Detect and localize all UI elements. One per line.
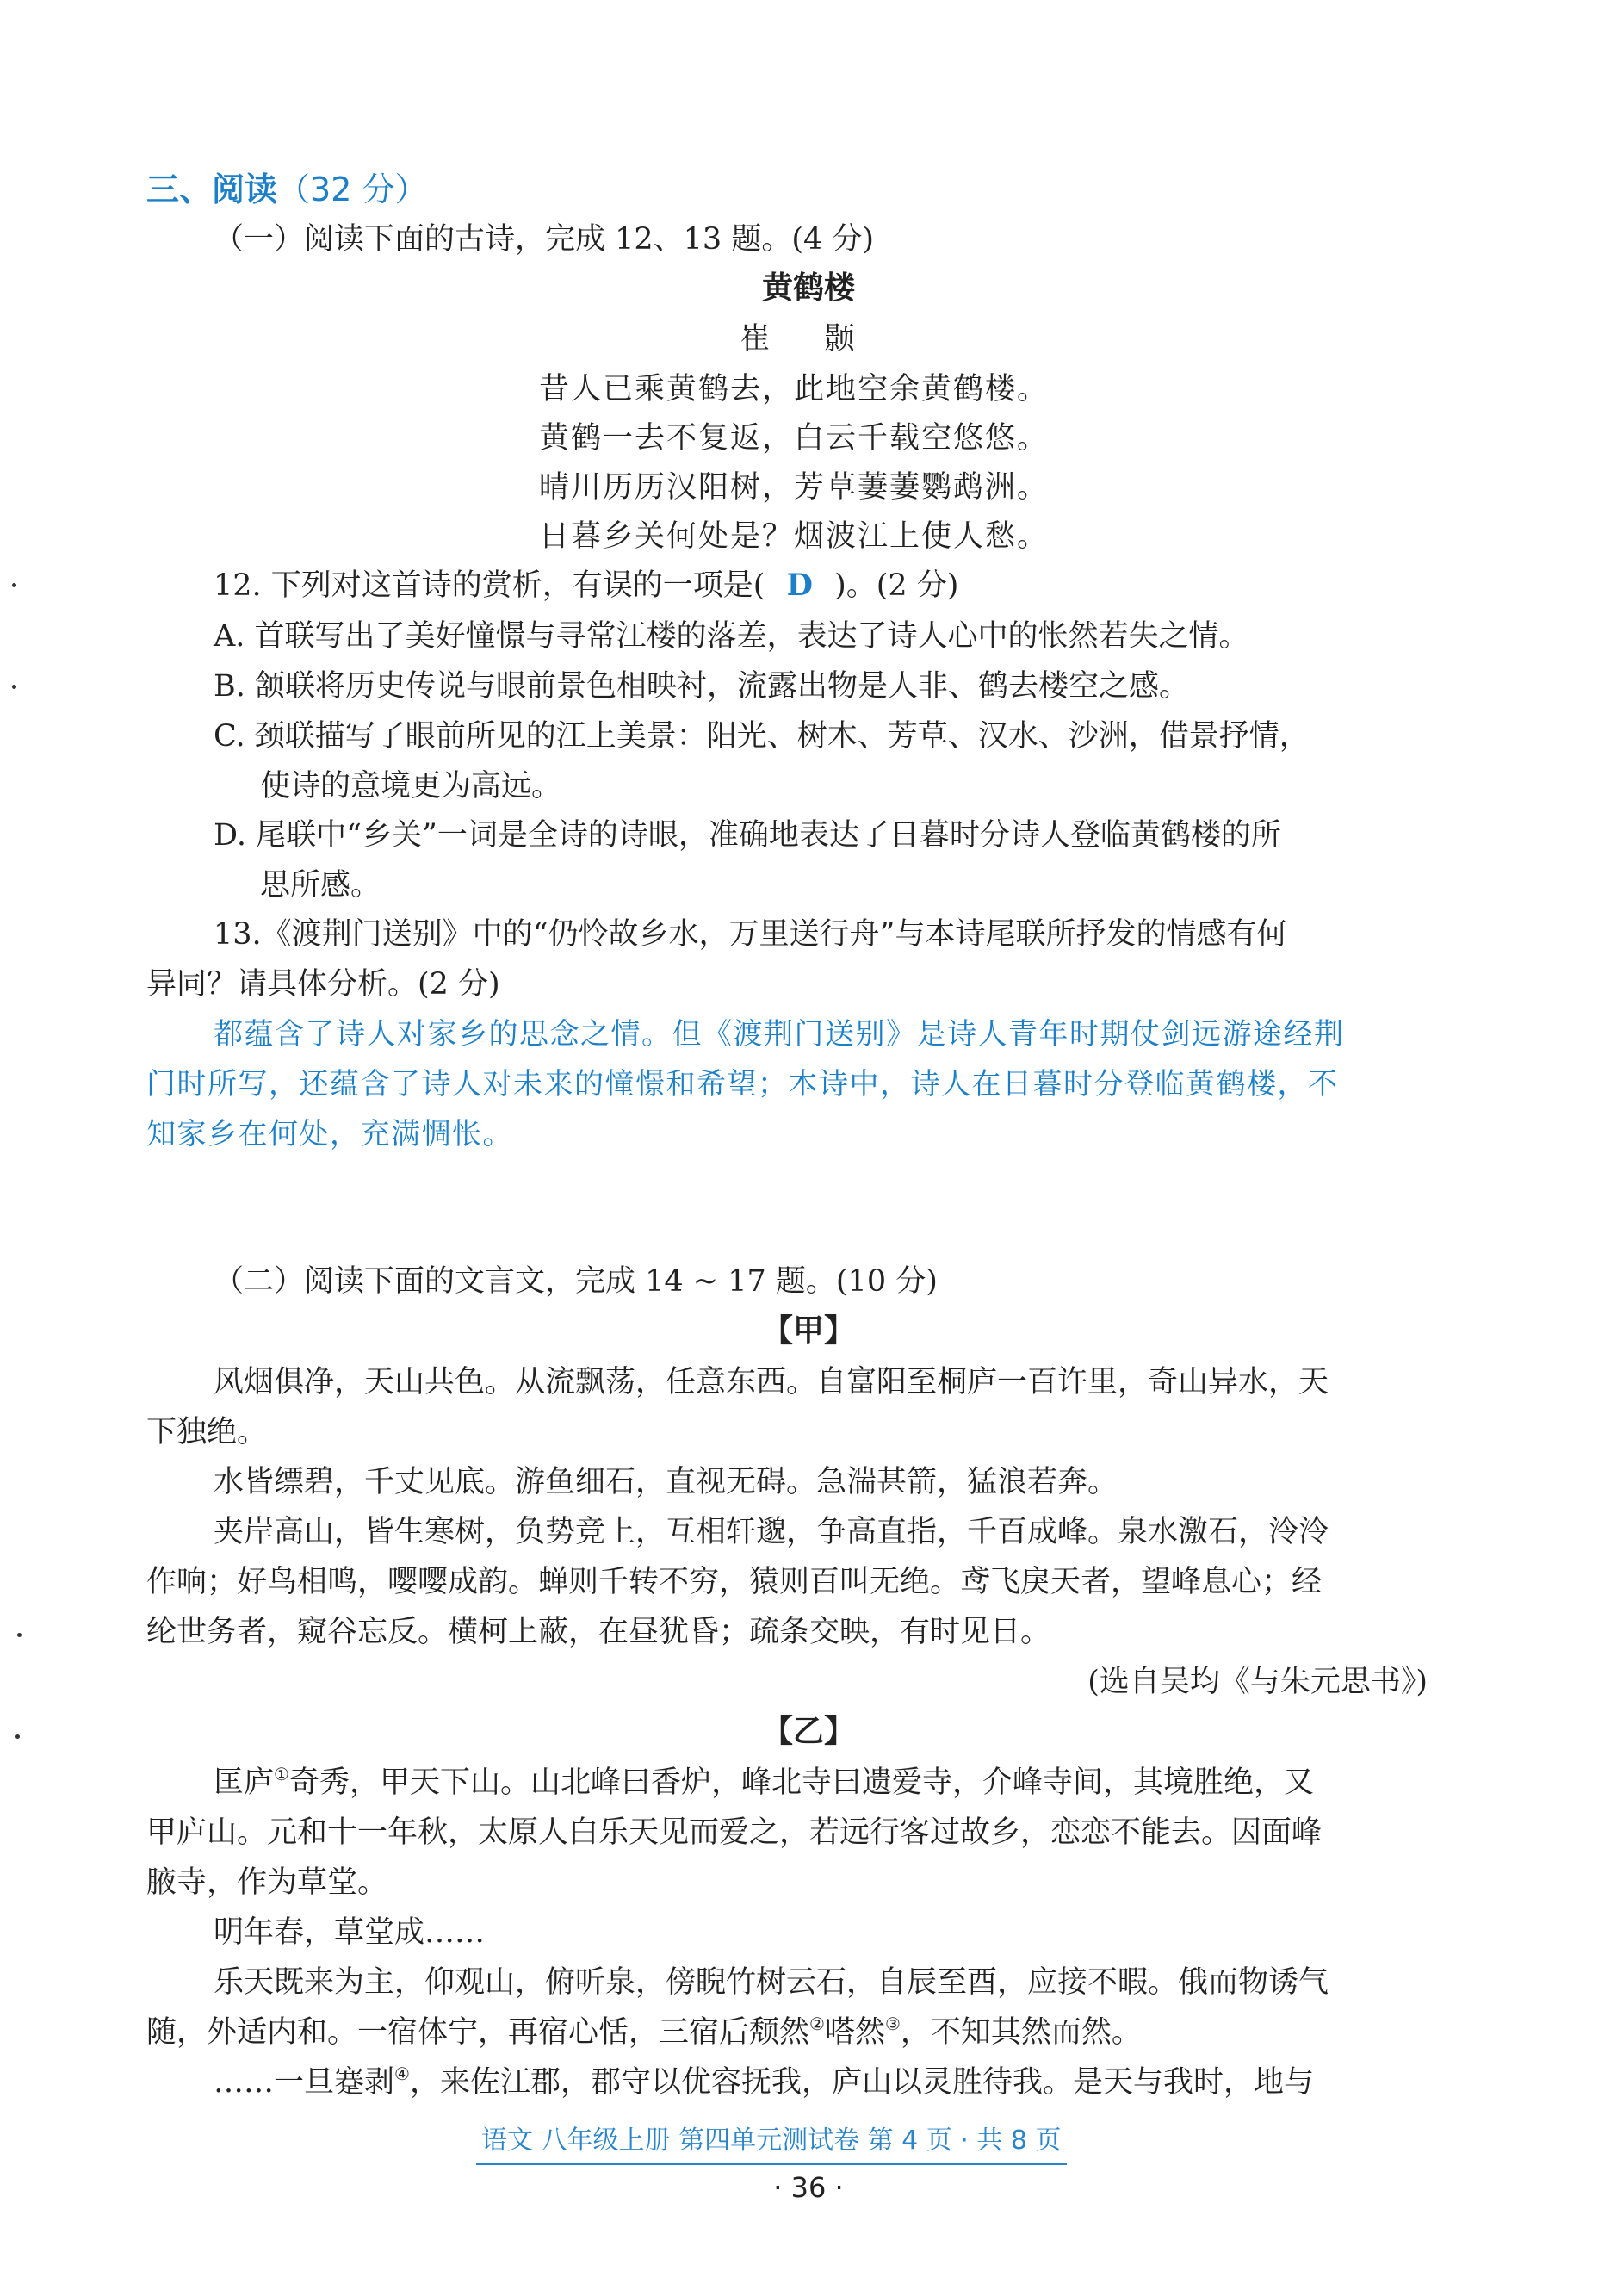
q13-answer-line: 门时所写，还蕴含了诗人对未来的憧憬和希望；本诗中，诗人在日暮时分登临黄鹤楼，不 [146, 1067, 1339, 1101]
footnote-marker-4: ④ [394, 2063, 410, 2084]
passage-yi-line [146, 2012, 1142, 2053]
passage-jia-line: 夹岸高山，皆生寒树，负势竞上，互相轩邈，争高直指，千百成峰。泉水激石，泠泠 [214, 1515, 1329, 1549]
passage-yi-line: 明年春，草堂成…… [214, 1915, 486, 1950]
passage-yi-label: 【乙】 [761, 1714, 855, 1749]
q12-answer: D [786, 568, 813, 603]
yi-text: 奇秀，甲天下山。山北峰曰香炉，峰北寺曰遗爱寺，介峰寺间，其境胜绝，又 [288, 1765, 1314, 1800]
passage-yi-line: 腋寺，作为草堂。 [146, 1865, 388, 1900]
passage-jia-source: (选自吴均《与朱元思书》) [1087, 1665, 1428, 1699]
passage-yi-line: 甲庐山。元和十一年秋，太原人白乐天见而爱之，若远行客过故乡，恋恋不能去。因面峰 [146, 1815, 1323, 1850]
q12-option-c: C. 颈联描写了眼前所见的江上美景：阳光、树木、芳草、汉水、沙洲，借景抒情， [214, 719, 1310, 754]
scan-mark [15, 1734, 20, 1739]
passage-jia-line: 下独绝。 [146, 1415, 268, 1449]
q12-option-a: A. 首联写出了美好憧憬与寻常江楼的落差，表达了诗人心中的怅然若失之情。 [214, 619, 1249, 654]
passage-jia-line: 水皆缥碧，千丈见底。游鱼细石，直视无碍。急湍甚箭，猛浪若奔。 [214, 1465, 1118, 1499]
q12-stem-before: 12. 下列对这首诗的赏析，有误的一项是( [214, 568, 765, 603]
passage-yi-line [214, 2062, 1314, 2103]
question-13-stem-cont: 异同？请具体分析。(2 分) [146, 967, 500, 1002]
passage-jia-line: 纶世务者，窥谷忘反。横柯上蔽，在昼犹昏；疏条交映，有时见日。 [146, 1615, 1051, 1649]
footer-info: 语文 八年级上册 第四单元测试卷 第 4 页 · 共 8 页 [476, 2120, 1067, 2165]
section-heading [146, 169, 427, 210]
poem-line: 黄鹤一去不复返，白云千载空悠悠。 [539, 421, 1050, 456]
q12-option-b: B. 颔联将历史传说与眼前景色相映衬，流露出物是人非、鹤去楼空之感。 [214, 669, 1189, 704]
yi-text: ，不知其然而然。 [900, 2015, 1142, 2050]
q12-option-d-cont: 思所感。 [260, 868, 381, 903]
passage-jia-line: 风烟俱净，天山共色。从流飘荡，任意东西。自富阳至桐庐一百许里，奇山异水，天 [214, 1365, 1329, 1399]
yi-text: 随，外适内和。一宿体宁，再宿心恬，三宿后颓然 [146, 2015, 810, 2050]
poem-title: 黄鹤楼 [761, 270, 855, 306]
scan-mark [17, 1633, 22, 1637]
passage-yi-line [214, 1762, 1314, 1803]
yi-text: 嗒然 [824, 2015, 885, 2050]
yi-text: ……一旦蹇剥 [214, 2065, 395, 2100]
q12-option-c-cont: 使诗的意境更为高远。 [260, 769, 562, 804]
poem-author: 崔 颢 [740, 322, 877, 357]
poem-line: 日暮乡关何处是？烟波江上使人愁。 [539, 519, 1050, 554]
footnote-marker-1: ① [274, 1764, 289, 1784]
yi-text: ，来佐江郡，郡守以优容抚我，庐山以灵胜待我。是天与我时，地与 [409, 2065, 1314, 2100]
q13-answer-line: 都蕴含了诗人对家乡的思念之情。但《渡荆门送别》是诗人青年时期仗剑远游途经荆 [214, 1017, 1345, 1052]
footnote-marker-2: ② [809, 2014, 825, 2034]
yi-text: 匡庐 [214, 1765, 275, 1800]
footnote-marker-3: ③ [884, 2014, 901, 2034]
part2-intro: （二）阅读下面的文言文，完成 14 ~ 17 题。(10 分) [214, 1264, 938, 1299]
poem-line: 昔人已乘黄鹤去，此地空余黄鹤楼。 [539, 372, 1050, 406]
q12-option-d: D. 尾联中“乡关”一词是全诗的诗眼，准确地表达了日暮时分诗人登临黄鹤楼的所 [214, 818, 1281, 853]
q13-answer-line: 知家乡在何处，充满惆怅。 [146, 1117, 513, 1151]
section-title: 三、阅读 [146, 171, 278, 208]
part1-intro: （一）阅读下面的古诗，完成 12、13 题。(4 分) [214, 222, 875, 257]
passage-yi-line: 乐天既来为主，仰观山，俯听泉，傍睨竹树云石，自辰至酉，应接不暇。俄而物诱气 [214, 1965, 1329, 2000]
poem-line: 晴川历历汉阳树，芳草萋萋鹦鹉洲。 [539, 470, 1050, 505]
scan-mark [12, 685, 16, 689]
page-number: · 36 · [773, 2171, 844, 2204]
q12-stem-after: )。(2 分) [834, 568, 959, 603]
passage-jia-line: 作响；好鸟相鸣，嘤嘤成韵。蝉则千转不穷，猿则百叫无绝。鸢飞戾天者，望峰息心；经 [146, 1565, 1323, 1599]
section-score: （32 分） [277, 171, 428, 208]
passage-jia-label: 【甲】 [761, 1313, 855, 1349]
scan-mark [12, 583, 16, 587]
question-12-stem [214, 565, 958, 606]
question-13-stem: 13.《渡荆门送别》中的“仍怜故乡水，万里送行舟”与本诗尾联所抒发的情感有何 [214, 917, 1287, 952]
